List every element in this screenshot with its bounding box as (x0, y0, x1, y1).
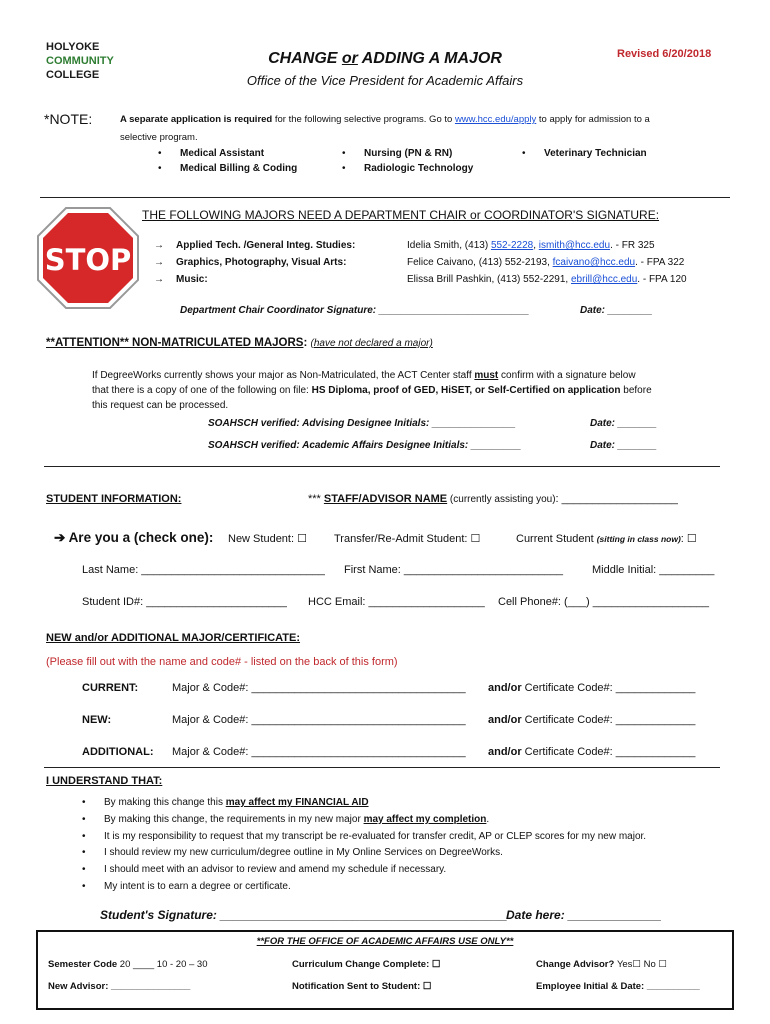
notification-sent-checkbox[interactable]: Notification Sent to Student: ☐ (292, 981, 432, 992)
title-part-2: ADDING A MAJOR (357, 50, 502, 67)
new-advisor-field[interactable]: New Advisor: _______________ (48, 981, 191, 992)
question-text: Are you a (check one): (68, 530, 214, 545)
attention-paragraph-2 (92, 385, 652, 396)
curriculum-change-checkbox[interactable]: Curriculum Change Complete: ☐ (292, 959, 441, 970)
student-info-heading: STUDENT INFORMATION: (46, 493, 182, 505)
major-name: Music: (176, 274, 208, 285)
current-major-field[interactable]: Major & Code#: ___________________________________ (172, 682, 466, 694)
para-documents: HS Diploma, proof of GED, HiSET, or Self-Certified on application (311, 385, 621, 396)
note-text-line2: selective program. (120, 132, 198, 143)
current-student-checkbox[interactable] (516, 532, 697, 545)
page-subtitle: Office of the Vice President for Academic Affairs (246, 73, 524, 88)
new-student-checkbox[interactable]: New Student: ☐ (228, 533, 307, 545)
email-link[interactable]: ebrill@hcc.edu (570, 274, 638, 285)
middle-initial-field[interactable]: Middle Initial: _________ (592, 564, 715, 576)
major-item (154, 274, 208, 285)
contact-room: . - FR 325 (610, 240, 655, 251)
additional-certificate-field[interactable] (488, 746, 695, 758)
staff-note: (currently assisting you) (447, 494, 556, 505)
cert-line: Certificate Code#: _____________ (521, 746, 696, 758)
logo-line-3: COLLEGE (46, 69, 100, 81)
academic-affairs-date-field[interactable]: Date: _______ (590, 440, 657, 451)
major-form-instruction: (Please fill out with the name and code# - listed on the back of this form) (46, 656, 398, 668)
contact-text: Elissa Brill Pashkin, (413) 552-2291, (407, 274, 571, 285)
change-advisor-label: Change Advisor? (536, 959, 617, 970)
change-advisor-field[interactable] (536, 959, 667, 970)
divider (44, 466, 720, 467)
list-item: • It is my responsibility to request that my transcript be re-evaluated for transfer credit, AP or CLEP scores for my new major. (82, 829, 646, 846)
item-text: By making this change, the requirements in my new major (104, 813, 364, 825)
andor: and/or (488, 682, 522, 694)
note-label-text: *NOTE: (44, 111, 93, 127)
item-emphasis: may affect my completion (363, 813, 487, 825)
program-item: • Veterinary Technician (522, 146, 647, 161)
semester-code-field[interactable] (48, 959, 208, 970)
last-name-field[interactable]: Last Name: ______________________________ (82, 564, 325, 576)
major-name: Graphics, Photography, Visual Arts: (176, 257, 347, 268)
program-list-col3 (522, 146, 647, 161)
divider (40, 197, 730, 198)
divider (44, 767, 720, 768)
current-major-label: CURRENT: (82, 682, 139, 694)
chair-date-field[interactable]: Date: ________ (580, 305, 653, 316)
major-contact (407, 257, 684, 268)
attention-note: (have not declared a major) (310, 338, 433, 349)
program-item: • Radiologic Technology (342, 161, 473, 176)
stop-sign-text: STOP (44, 243, 132, 277)
attention-colon: : (303, 337, 311, 349)
major-form-heading: NEW and/or ADDITIONAL MAJOR/CERTIFICATE: (46, 632, 301, 644)
majors-heading: THE FOLLOWING MAJORS NEED A DEPARTMENT CHAIR or COORDINATOR'S SIGNATURE: (142, 208, 660, 222)
current-note: (sitting in class now) (596, 534, 681, 544)
student-id-field[interactable]: Student ID#: _______________________ (82, 596, 287, 608)
stop-sign-icon (36, 206, 140, 310)
para-text: confirm with a signature below (498, 370, 636, 381)
item-text: . (486, 813, 490, 825)
major-contact (407, 240, 655, 251)
program-list-col1 (158, 146, 297, 176)
change-advisor-options: Yes☐ No ☐ (616, 959, 667, 970)
major-item (154, 240, 355, 251)
major-item (154, 257, 346, 268)
arrow-right-icon: ➔ (54, 530, 66, 545)
email-link[interactable]: ismith@hcc.edu (538, 240, 611, 251)
note-text-2: to apply for admission to a (536, 114, 650, 125)
current-certificate-field[interactable] (488, 682, 695, 694)
cert-line: Certificate Code#: _____________ (521, 682, 696, 694)
student-type-question (54, 530, 213, 546)
office-heading: **FOR THE OFFICE OF ACADEMIC AFFAIRS USE ONLY** (256, 936, 514, 947)
understand-heading: I UNDERSTAND THAT: (46, 775, 163, 787)
attention-heading (46, 337, 433, 349)
attention-paragraph-3: this request can be processed. (92, 400, 229, 411)
para-text: before (620, 385, 652, 396)
staff-line: : ___________________ (555, 493, 678, 505)
understand-list (82, 795, 646, 896)
chair-signature-field[interactable]: Department Chair Coordinator Signature: ___________________________ (180, 305, 530, 316)
contact-text: Idelia Smith, (413) (407, 240, 491, 251)
andor: and/or (488, 746, 522, 758)
arrow-right-icon: → (154, 240, 164, 251)
signature-date-field[interactable]: Date here: ______________ (506, 908, 662, 922)
current-label: Current Student (516, 533, 597, 545)
additional-major-field[interactable]: Major & Code#: ___________________________________ (172, 746, 466, 758)
contact-sep: , (533, 240, 539, 251)
item-emphasis: may affect my FINANCIAL AID (225, 797, 369, 808)
list-item (82, 795, 646, 812)
semester-value: 20 ____ 10 - 20 – 30 (117, 959, 208, 970)
current-box: : ☐ (680, 533, 697, 545)
para-text: If DegreeWorks currently shows your major as Non-Matriculated, the ACT Center staff (92, 370, 475, 381)
note-bold: A separate application is required (120, 114, 273, 125)
andor: and/or (488, 714, 522, 726)
semester-label: Semester Code (48, 959, 118, 970)
list-item: • I should meet with an advisor to review and amend my schedule if necessary. (82, 862, 646, 879)
phone-link[interactable]: 552-2228 (490, 240, 534, 251)
para-text: that there is a copy of one of the following on file: (92, 385, 312, 396)
program-item: • Nursing (PN & RN) (342, 146, 473, 161)
hcc-email-field[interactable]: HCC Email: ___________________ (308, 596, 485, 608)
program-list-col2 (342, 146, 473, 176)
revised-date: Revised 6/20/2018 (617, 48, 712, 60)
cert-line: Certificate Code#: _____________ (521, 714, 696, 726)
attention-title: **ATTENTION** NON-MATRICULATED MAJORS (46, 337, 304, 349)
advising-initials-field[interactable]: SOAHSCH verified: Advising Designee Initials: _______________ (208, 418, 516, 429)
program-item: • Medical Assistant (158, 146, 297, 161)
first-name-field[interactable]: First Name: __________________________ (344, 564, 563, 576)
advising-date-field[interactable]: Date: _______ (590, 418, 657, 429)
para-must: must (474, 370, 499, 381)
transfer-student-checkbox[interactable]: Transfer/Re-Admit Student: ☐ (334, 533, 481, 545)
stars: *** (308, 493, 324, 505)
additional-major-label: ADDITIONAL: (82, 746, 154, 758)
major-contact (407, 274, 687, 285)
logo-line-2: COMMUNITY (46, 55, 114, 67)
list-item: • My intent is to earn a degree or certificate. (82, 879, 646, 896)
new-major-label: NEW: (82, 714, 112, 726)
list-item: • I should review my new curriculum/degree outline in My Online Services on DegreeWorks. (82, 845, 646, 862)
arrow-right-icon: → (154, 274, 164, 285)
apply-link[interactable]: www.hcc.edu/apply (454, 114, 537, 125)
new-major-field[interactable]: Major & Code#: ___________________________________ (172, 714, 466, 726)
logo-line-1: HOLYOKE (46, 41, 100, 53)
new-certificate-field[interactable] (488, 714, 695, 726)
title-part-1: CHANGE (268, 50, 342, 67)
major-name: Applied Tech. /General Integ. Studies: (176, 240, 356, 251)
employee-initial-field[interactable]: Employee Initial & Date: __________ (536, 981, 700, 992)
item-text: By making this change this (104, 797, 226, 808)
note-text (120, 114, 650, 125)
student-signature-field[interactable]: Student's Signature: ___________________________________________ (100, 908, 508, 922)
staff-label: STAFF/ADVISOR NAME (323, 493, 448, 505)
contact-room: . - FPA 322 (635, 257, 685, 268)
contact-room: . - FPA 120 (637, 274, 687, 285)
title-part-or: or (341, 50, 358, 67)
academic-affairs-initials-field[interactable]: SOAHSCH verified: Academic Affairs Designee Initials: _________ (208, 440, 522, 451)
note-text-1: for the following selective programs. Go to (272, 114, 455, 125)
note-label (44, 111, 92, 127)
program-item: • Medical Billing & Coding (158, 161, 297, 176)
cell-phone-field[interactable]: Cell Phone#: (___) ___________________ (498, 596, 710, 608)
attention-paragraph-1 (92, 370, 636, 381)
email-link[interactable]: fcaivano@hcc.edu (552, 257, 636, 268)
staff-advisor-field[interactable] (308, 493, 678, 505)
list-item (82, 812, 646, 829)
contact-text: Felice Caivano, (413) 552-2193, (407, 257, 553, 268)
arrow-right-icon: → (154, 257, 164, 268)
